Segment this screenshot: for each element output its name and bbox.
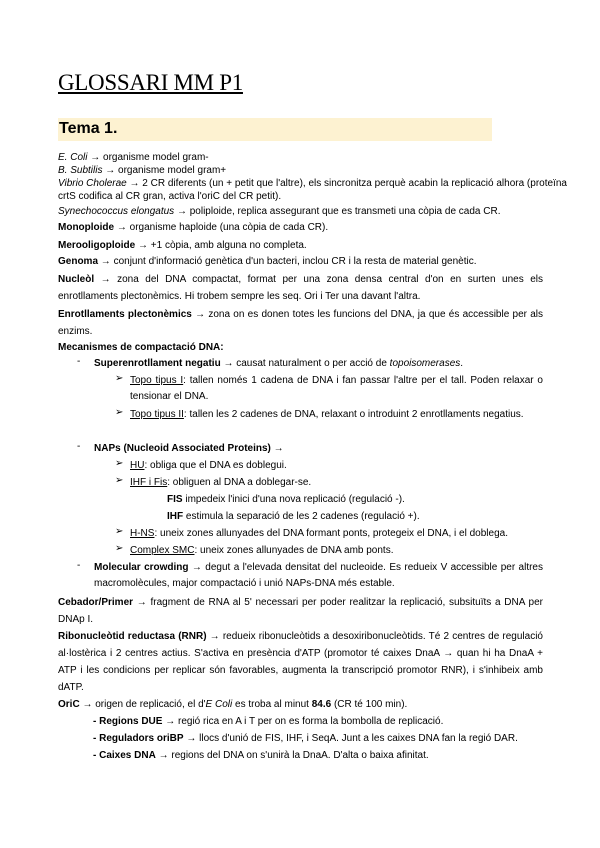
def-synechococcus: → poliploide, replica assegurant que es transmeti una còpia de cada CR. [174, 206, 501, 217]
section-heading: Tema 1. [59, 120, 118, 137]
def-enrotllaments: → zona on es donen totes les funcions del DNA, ja que és accessible per als enzims. [58, 309, 544, 337]
def-hns: : uneix zones allunyades del DNA formant ponts, protegeix el DNA, i el doblega. [154, 528, 508, 539]
entry-ihf [167, 509, 420, 524]
def-ihf: estimula la separació de les 2 cadenes (regulació +). [183, 511, 420, 522]
term-superenrotllament: Superenrotllament negatiu [94, 358, 221, 369]
entry-monoploide [58, 220, 328, 235]
entry-caixes [93, 748, 429, 763]
entry-hns [130, 526, 508, 541]
entry-topo1 [130, 373, 543, 405]
dash-bullet: - [77, 441, 81, 452]
term-fis: FIS [167, 494, 183, 505]
def-naps: → [270, 443, 284, 454]
term-vibrio: Vibrio Cholerae [58, 178, 127, 189]
term-monoploide: Monoploide [58, 222, 115, 233]
heading-highlight [58, 118, 492, 141]
def-fis: impedeix l'inici d'una nova replicació (regulació -). [182, 494, 405, 505]
def-oric-3: (CR té 100 min). [331, 699, 408, 710]
term-genoma: Genoma [58, 256, 99, 267]
entry-nucleol [58, 271, 543, 305]
def-topo2: : tallen les 2 cadenes de DNA, relaxant o introduint 2 enrotllaments negatius. [183, 409, 524, 420]
term-due: - Regions DUE [93, 716, 163, 727]
line-synechococcus [58, 206, 501, 218]
dash-bullet: - [77, 560, 81, 571]
entry-crowding [94, 560, 543, 592]
term-cebador: Cebador/Primer [58, 597, 134, 608]
mecanismes-heading: Mecanismes de compactació DNA: [58, 342, 224, 353]
arrow-bullet: ➢ [115, 475, 124, 486]
dash-bullet: - [77, 356, 81, 367]
entry-merooligoploide [58, 238, 307, 253]
term-naps: NAPs (Nucleoid Associated Proteins) [94, 443, 271, 454]
line-bsubtilis [58, 165, 226, 177]
term-crowding: Molecular crowding [94, 562, 189, 573]
line-vibrio [58, 178, 567, 190]
page-title: GLOSSARI MM P1 [58, 70, 243, 95]
line-vibrio-cont [58, 191, 281, 203]
def-monoploide: → organisme haploide (una còpia de cada CR). [114, 222, 329, 233]
entry-fis [167, 492, 405, 507]
arrow-bullet: ➢ [115, 543, 124, 554]
entry-genoma [58, 254, 476, 269]
def-oric-2: es troba al minut [232, 699, 312, 710]
term-enrotllaments: Enrotllaments plectonèmics [58, 309, 192, 320]
term-oric: OriC [58, 699, 80, 710]
term-ihf-fis: IHF i Fis [130, 477, 168, 488]
def-nucleol: → zona del DNA compactat, format per una zona densa central d'on en surten unes els enrotllaments plectonèmics. Hi trobem sempre les seq. Ori i Ter una davant l'altra. [58, 274, 543, 302]
def-vibrio: → 2 CR diferents (un + petit que l'altre), els sincronitza perquè acabin la replicació alhora (proteïna [126, 178, 567, 189]
def-vibrio-cont: crtS codifica al CR gran, activa l'oriC del CR petit). [58, 191, 282, 202]
entry-superenrotllament [94, 356, 463, 371]
def-caixes: → regions del DNA on s'unirà la DnaA. D'alta o baixa afinitat. [155, 750, 429, 761]
term-topo1: Topo tipus I [130, 375, 184, 386]
entry-rnr [58, 628, 543, 696]
def-superenrotllament: → causat naturalment o per acció de [220, 358, 390, 369]
def-merooligoploide: → +1 còpia, amb alguna no completa. [135, 240, 307, 251]
def-cebador: → fragment de RNA al 5' necessari per poder realitzar la replicació, subsituïts a DNA per DNAp I. [58, 597, 543, 625]
oric-minute: 84.6 [311, 699, 332, 710]
term-merooligoploide: Merooligoploide [58, 240, 136, 251]
term-oribp: - Reguladors oriBP [93, 733, 184, 744]
entry-smc [130, 543, 393, 558]
arrow-bullet: ➢ [115, 526, 124, 537]
entry-enrotllaments [58, 306, 543, 340]
entry-due [93, 714, 443, 729]
def-bsubtilis: → organisme model gram+ [102, 165, 227, 176]
term-bsubtilis: B. Subtilis [58, 165, 103, 176]
term-topo2: Topo tipus II [130, 409, 184, 420]
entry-topo2 [130, 407, 543, 423]
entry-cebador [58, 594, 543, 628]
entry-ihf-fis [130, 475, 311, 490]
term-rnr: Ribonucleòtid reductasa (RNR) [58, 631, 207, 642]
def-genoma: → conjunt d'informació genètica d'un bacteri, inclou CR i la resta de material genètic. [98, 256, 477, 267]
term-hns: H-NS [130, 528, 155, 539]
oric-ecoli-italic: E Coli [205, 699, 233, 710]
arrow-bullet: ➢ [115, 373, 124, 384]
def-ecoli: → organisme model gram- [87, 152, 209, 163]
def-due: → regió rica en A i T per on es forma la bombolla de replicació. [162, 716, 444, 727]
line-ecoli [58, 152, 209, 164]
entry-oric [58, 697, 407, 712]
def-crowding: → degut a l'elevada densitat del nucleoide. Es redueix V accessible per altres macromolècules, major compactació i unió NAPs-DNA més estable. [94, 562, 543, 589]
def-topo1: : tallen només 1 cadena de DNA i fan passar l'altre per el tall. Poden relaxar o tensionar el DNA. [130, 375, 543, 402]
term-nucleol: Nucleòl [58, 274, 95, 285]
def-smc: : uneix zones allunyades de DNA amb ponts. [194, 545, 394, 556]
term-caixes: - Caixes DNA [93, 750, 156, 761]
topoisomerases-italic: topoisomerases [389, 358, 461, 369]
term-ihf: IHF [167, 511, 184, 522]
def-rnr: → redueix ribonucleòtids a desoxiribonucleòtids. Té 2 centres de regulació al·lostèrica i 2 centres actius. S'activa en presència d'ATP (promotor té caixes DnaA → quan hi ha DnaA + ATP i les condicions per replicar són favorables, augmenta la transcripció promotor RNR), i s'inhibeix amb dATP. [58, 631, 543, 693]
entry-naps [94, 441, 284, 456]
arrow-bullet: ➢ [115, 458, 124, 469]
superenrotllament-end: . [460, 358, 464, 369]
entry-oribp [93, 731, 518, 746]
def-ihf-fis: : obliguen al DNA a doblegar-se. [167, 477, 312, 488]
entry-hu [130, 458, 287, 473]
term-ecoli: E. Coli [58, 152, 88, 163]
term-smc: Complex SMC [130, 545, 195, 556]
def-oribp: → llocs d'unió de FIS, IHF, i SeqA. Junt a les caixes DNA fan la regió DAR. [183, 733, 518, 744]
arrow-bullet: ➢ [115, 407, 124, 418]
def-oric-1: → origen de replicació, el d' [79, 699, 206, 710]
def-hu: : obliga que el DNA es doblegui. [144, 460, 287, 471]
term-synechococcus: Synechococcus elongatus [58, 206, 175, 217]
term-hu: HU [130, 460, 145, 471]
